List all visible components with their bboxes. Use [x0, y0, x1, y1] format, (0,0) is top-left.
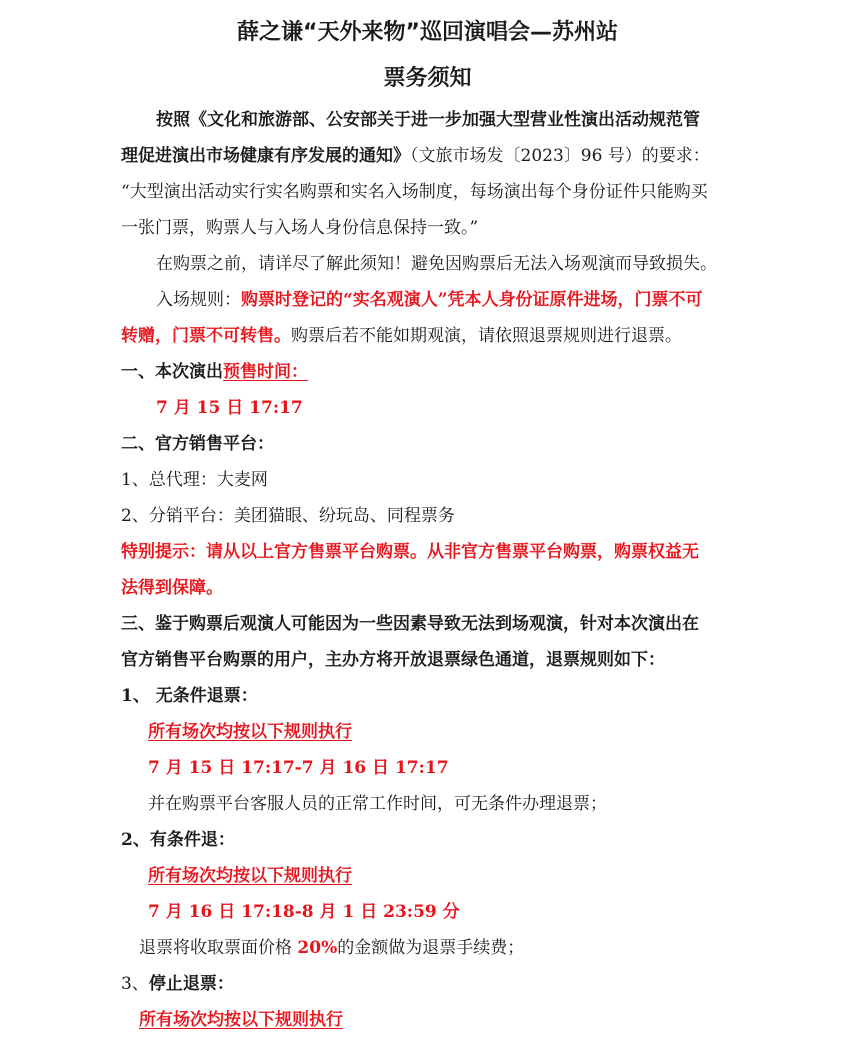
refund-fee-percent: 20%: [297, 938, 338, 958]
rule-3-note: 所有场次均按以下规则执行: [139, 1010, 343, 1030]
page-subtitle: 票务须知: [383, 66, 472, 91]
rule-3-number: 3、: [121, 974, 149, 994]
special-warning-line-2: 法得到保障。: [121, 578, 223, 598]
rule-2-heading: 2、有条件退：: [121, 830, 235, 850]
rule-2-desc-post: 的金额做为退票手续费；: [337, 938, 525, 958]
entry-rule-line-2: [121, 324, 682, 348]
entry-rule-label: 入场规则：: [156, 290, 241, 310]
entry-rule-line-1: [156, 288, 703, 312]
rule-2-desc: [139, 936, 524, 960]
rule-1-heading: 1、 无条件退票：: [121, 686, 258, 706]
section-3-heading-line-1: 三、鉴于购票后观演人可能因为一些因素导致无法到场观演，针对本次演出在: [121, 614, 699, 634]
notice-document-name: 理促进演出市场健康有序发展的通知》: [121, 146, 410, 166]
intro-line-1: 按照《文化和旅游部、公安部关于进一步加强大型营业性演出活动规范管: [156, 110, 700, 130]
section-1-title: 一、本次演出: [121, 362, 223, 382]
section-1-heading: [121, 360, 308, 384]
rule-2-note: 所有场次均按以下规则执行: [148, 866, 352, 886]
presale-label: 预售时间：: [223, 362, 308, 382]
pre-purchase-notice: 在购票之前，请详尽了解此须知！避免因购票后无法入场观演而导致损失。: [156, 254, 717, 274]
entry-rule-rest: 购票后若不能如期观演，请依照退票规则进行退票。: [291, 326, 682, 346]
platform-item-2: 2、分销平台：美团猫眼、纷玩岛、同程票务: [121, 506, 455, 526]
quote-line-2: 一张门票，购票人与入场人身份信息保持一致。”: [121, 218, 479, 238]
rule-3-heading: [121, 972, 234, 996]
notice-document-number: （文旅市场发〔2023〕96 号）的要求：: [410, 146, 710, 166]
quote-line-1: “大型演出活动实行实名购票和实名入场制度，每场演出每个身份证件只能购买: [121, 182, 708, 202]
platform-item-1: 1、总代理：大麦网: [121, 470, 268, 490]
entry-rule-red-2: 转赠，门票不可转售。: [121, 326, 291, 346]
entry-rule-red-1: 购票时登记的“实名观演人”凭本人身份证原件进场，门票不可: [241, 290, 703, 310]
rule-1-note: 所有场次均按以下规则执行: [148, 722, 352, 742]
intro-line-2: [121, 144, 710, 168]
rule-2-time: 7 月 16 日 17:18-8 月 1 日 23:59 分: [148, 902, 460, 922]
section-3-heading-line-2: 官方销售平台购票的用户，主办方将开放退票绿色通道，退票规则如下：: [121, 650, 665, 670]
page-title: 薛之谦“天外来物”巡回演唱会—苏州站: [237, 20, 618, 45]
special-warning-line-1: 特别提示：请从以上官方售票平台购票。从非官方售票平台购票，购票权益无: [121, 542, 699, 562]
rule-2-desc-pre: 退票将收取票面价格: [139, 938, 298, 958]
section-2-heading: 二、官方销售平台：: [121, 434, 274, 454]
rule-1-desc: 并在购票平台客服人员的正常工作时间，可无条件办理退票；: [148, 794, 607, 814]
presale-time: 7 月 15 日 17:17: [156, 398, 303, 418]
rule-1-time: 7 月 15 日 17:17-7 月 16 日 17:17: [148, 758, 449, 778]
rule-3-title: 停止退票：: [148, 974, 234, 994]
